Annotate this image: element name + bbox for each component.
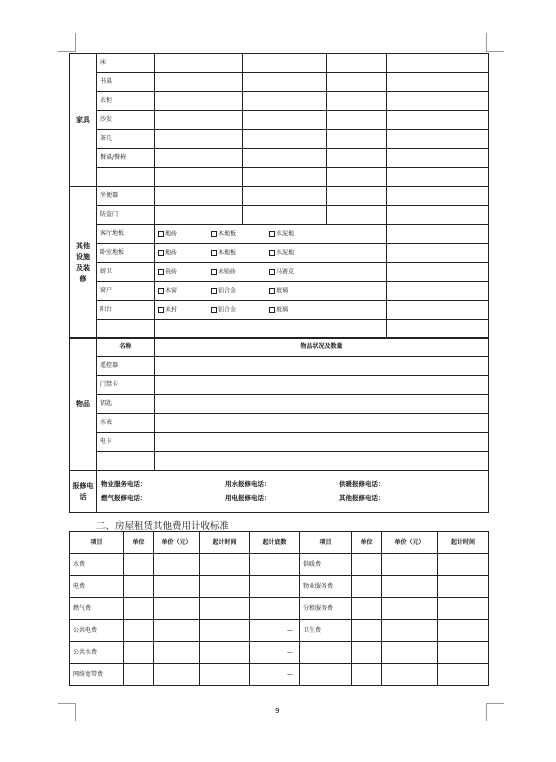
fee-header-cell: 起计时间 <box>200 532 250 554</box>
fee-item-label <box>300 664 352 686</box>
facility-options-cell <box>155 301 387 320</box>
checkbox-label: 未封 <box>165 306 178 314</box>
inventory-table <box>69 53 489 339</box>
facility-cell <box>387 320 489 339</box>
fee-row <box>70 664 300 686</box>
facility-options-cell <box>155 244 387 263</box>
furniture-cell <box>327 54 387 73</box>
checkbox-label: 木地板 <box>218 230 237 238</box>
furniture-row <box>70 111 489 130</box>
fee-cell <box>438 554 489 576</box>
checkbox-option[interactable] <box>211 269 266 276</box>
furniture-cell <box>155 54 243 73</box>
furniture-cell <box>155 149 243 168</box>
fee-cell <box>438 598 489 620</box>
goods-row <box>70 395 489 414</box>
fee-cell <box>352 576 382 598</box>
goods-item-label: 门禁卡 <box>97 376 155 395</box>
goods-status-cell <box>155 395 489 414</box>
fee-row <box>70 620 300 642</box>
fee-item-label: 水费 <box>70 554 124 576</box>
fee-cell <box>438 664 489 686</box>
facility-row <box>70 263 489 282</box>
fee-cell <box>382 642 438 664</box>
checkbox-label: 木窗 <box>165 287 178 295</box>
furniture-cell <box>327 149 387 168</box>
checkbox-option[interactable] <box>211 231 266 238</box>
facility-options-cell <box>155 263 387 282</box>
fee-row <box>300 576 489 598</box>
facility-cell <box>387 301 489 320</box>
fee-cell <box>382 576 438 598</box>
checkbox-option[interactable] <box>269 231 329 238</box>
checkbox-option[interactable] <box>158 288 208 295</box>
furniture-cell <box>387 149 489 168</box>
facility-cell <box>387 225 489 244</box>
fee-cell <box>124 664 154 686</box>
fee-cell <box>154 598 200 620</box>
crop-mark-top-left-h <box>58 51 76 52</box>
furniture-cell <box>327 168 387 187</box>
facility-cell <box>243 206 327 225</box>
furniture-item-label <box>97 168 155 187</box>
goods-table <box>69 337 489 471</box>
facility-cell <box>327 206 387 225</box>
fee-item-label: 燃气费 <box>70 598 124 620</box>
facility-row <box>70 282 489 301</box>
fee-item-label: 电费 <box>70 576 124 598</box>
fee-base-cell <box>250 554 300 576</box>
checkbox-label: 地砖 <box>165 230 178 238</box>
furniture-cell <box>155 92 243 111</box>
water-phone-label: 用水报修电话： <box>225 480 271 489</box>
furniture-cell <box>155 111 243 130</box>
furniture-cell <box>387 130 489 149</box>
fee-row <box>70 554 300 576</box>
page-number: 9 <box>275 707 280 715</box>
fee-item-label: 物业服务费 <box>300 576 352 598</box>
checkbox-icon[interactable] <box>158 250 164 256</box>
furniture-cell <box>327 92 387 111</box>
power-phone-label: 用电报修电话： <box>225 494 271 503</box>
goods-status-cell <box>155 357 489 376</box>
checkbox-icon[interactable] <box>158 307 164 313</box>
checkbox-option[interactable] <box>158 250 208 257</box>
heating-phone-label: 供暖报修电话： <box>339 480 385 489</box>
furniture-item-label: 床 <box>97 54 155 73</box>
furniture-row <box>70 149 489 168</box>
fee-cell <box>124 576 154 598</box>
fee-row <box>300 620 489 642</box>
checkbox-icon[interactable] <box>211 288 217 294</box>
checkbox-option[interactable] <box>158 231 208 238</box>
furniture-cell <box>155 73 243 92</box>
checkbox-label: 水泥地 <box>276 230 295 238</box>
furniture-cell <box>387 54 489 73</box>
furniture-cell <box>327 73 387 92</box>
goods-item-label: 钥匙 <box>97 395 155 414</box>
goods-row <box>70 433 489 452</box>
checkbox-icon[interactable] <box>158 231 164 237</box>
furniture-cell <box>387 111 489 130</box>
section-2-title: 二、房屋租赁其他费用计收标准 <box>96 521 230 532</box>
repair-category: 报修电话 <box>70 471 97 513</box>
crop-mark-top-right <box>486 33 487 51</box>
furniture-cell <box>243 130 327 149</box>
furniture-cell <box>243 149 327 168</box>
facility-cell <box>387 187 489 206</box>
goods-row <box>70 452 489 471</box>
fee-base-cell <box>250 576 300 598</box>
fee-item-label: 公共水费 <box>70 642 124 664</box>
goods-row <box>70 414 489 433</box>
property-phone-label: 物业服务电话： <box>101 480 147 489</box>
checkbox-label: 玻璃 <box>276 306 289 314</box>
facility-options-cell <box>155 225 387 244</box>
fee-cell <box>154 620 200 642</box>
goods-item-label <box>97 452 155 471</box>
furniture-cell <box>243 92 327 111</box>
checkbox-label: 玻璃 <box>276 287 289 295</box>
fee-header-cell: 起计底数 <box>250 532 300 554</box>
facility-cell <box>155 206 243 225</box>
fee-cell <box>352 598 382 620</box>
facility-cell <box>327 187 387 206</box>
fee-cell <box>124 620 154 642</box>
furniture-item-label: 餐桌/餐椅 <box>97 149 155 168</box>
fee-header-row <box>300 532 489 554</box>
fee-cell <box>124 642 154 664</box>
fee-row <box>300 554 489 576</box>
goods-item-label: 电卡 <box>97 433 155 452</box>
fee-header-cell: 单位 <box>352 532 382 554</box>
furniture-cell <box>387 168 489 187</box>
facility-row <box>70 225 489 244</box>
facility-cell <box>243 187 327 206</box>
facility-row <box>70 187 489 206</box>
repair-phone-table <box>69 470 489 513</box>
fee-table-right <box>299 531 489 686</box>
fee-cell <box>200 620 250 642</box>
facility-row <box>70 206 489 225</box>
fee-cell <box>124 554 154 576</box>
facility-options-cell <box>155 282 387 301</box>
fee-row <box>300 598 489 620</box>
checkbox-label: 地砖 <box>165 249 178 257</box>
fee-cell <box>438 620 489 642</box>
fee-cell <box>352 554 382 576</box>
goods-name-header: 名称 <box>97 338 155 357</box>
facility-item-label: 阳台 <box>97 301 155 320</box>
fee-base-cell: — <box>250 620 300 642</box>
checkbox-icon[interactable] <box>269 269 275 275</box>
furniture-row <box>70 130 489 149</box>
fee-header-cell: 单位 <box>124 532 154 554</box>
checkbox-option[interactable] <box>269 250 329 257</box>
furniture-row <box>70 73 489 92</box>
facility-cell <box>387 206 489 225</box>
fee-row <box>70 642 300 664</box>
checkbox-label: 瓷砖 <box>165 268 178 276</box>
fee-cell <box>352 620 382 642</box>
goods-status-cell <box>155 376 489 395</box>
fee-cell <box>382 620 438 642</box>
fee-row <box>70 576 300 598</box>
fee-cell <box>200 598 250 620</box>
furniture-cell <box>387 92 489 111</box>
crop-mark-bottom-left-v <box>75 703 76 721</box>
crop-mark-bottom-left <box>58 703 76 704</box>
fee-cell <box>200 554 250 576</box>
furniture-row <box>70 54 489 73</box>
fee-cell <box>382 598 438 620</box>
fee-row <box>70 598 300 620</box>
fee-item-label: 供暖费 <box>300 554 352 576</box>
goods-item-label: 水表 <box>97 414 155 433</box>
goods-row <box>70 357 489 376</box>
facility-row <box>70 301 489 320</box>
furniture-row <box>70 92 489 111</box>
goods-row <box>70 376 489 395</box>
checkbox-label: 水泥地 <box>276 249 295 257</box>
goods-status-header: 物品状况及数量 <box>155 338 489 357</box>
fee-cell <box>154 664 200 686</box>
fee-cell <box>438 642 489 664</box>
facility-cell <box>155 320 387 339</box>
checkbox-option[interactable] <box>211 307 266 314</box>
fee-row <box>300 642 489 664</box>
goods-status-cell <box>155 414 489 433</box>
furniture-cell <box>243 111 327 130</box>
facility-cell <box>387 282 489 301</box>
furniture-category: 家具 <box>70 54 97 187</box>
crop-mark-bottom-right-v <box>486 703 487 721</box>
fee-header-cell: 项目 <box>70 532 124 554</box>
furniture-item-label: 衣柜 <box>97 92 155 111</box>
checkbox-icon[interactable] <box>211 231 217 237</box>
furniture-item-label: 沙发 <box>97 111 155 130</box>
crop-mark-bottom-right <box>486 703 504 704</box>
fee-base-cell: — <box>250 642 300 664</box>
checkbox-icon[interactable] <box>211 269 217 275</box>
facility-item-label <box>97 320 155 339</box>
facility-cell <box>387 244 489 263</box>
fee-cell <box>124 598 154 620</box>
checkbox-label: 铝合金 <box>218 306 237 314</box>
facility-item-label: 坐便器 <box>97 187 155 206</box>
crop-mark-top-right-h <box>486 51 504 52</box>
facility-row <box>70 320 489 339</box>
fee-header-cell: 单价（元） <box>154 532 200 554</box>
fee-cell <box>200 664 250 686</box>
furniture-cell <box>155 168 243 187</box>
checkbox-icon[interactable] <box>211 307 217 313</box>
facility-cell <box>387 263 489 282</box>
checkbox-label: 马赛克 <box>276 268 295 276</box>
furniture-cell <box>243 168 327 187</box>
checkbox-option[interactable] <box>211 288 266 295</box>
checkbox-option[interactable] <box>269 307 329 314</box>
facility-item-label: 窗户 <box>97 282 155 301</box>
furniture-cell <box>327 111 387 130</box>
checkbox-option[interactable] <box>211 250 266 257</box>
checkbox-icon[interactable] <box>269 307 275 313</box>
checkbox-option[interactable] <box>269 269 329 276</box>
furniture-cell <box>387 73 489 92</box>
checkbox-icon[interactable] <box>269 231 275 237</box>
fee-cell <box>154 642 200 664</box>
goods-status-cell <box>155 452 489 471</box>
facility-cell <box>155 187 243 206</box>
repair-phone-cell <box>97 471 489 513</box>
fee-item-label: 网络宽带费 <box>70 664 124 686</box>
fee-cell <box>200 642 250 664</box>
fee-base-cell: — <box>250 664 300 686</box>
furniture-cell <box>327 130 387 149</box>
facility-row <box>70 244 489 263</box>
fee-item-label: 公共电费 <box>70 620 124 642</box>
furniture-item-label: 茶几 <box>97 130 155 149</box>
crop-mark-top-left <box>75 33 76 51</box>
facility-item-label: 防盗门 <box>97 206 155 225</box>
fee-cell <box>382 664 438 686</box>
fee-item-label: 卫生费 <box>300 620 352 642</box>
other-phone-label: 其他报修电话： <box>339 494 385 503</box>
checkbox-label: 木地板 <box>218 249 237 257</box>
gas-phone-label: 燃气报修电话： <box>101 494 147 503</box>
fee-cell <box>352 642 382 664</box>
goods-category: 物品 <box>70 338 97 471</box>
fee-header-cell: 起计时间 <box>438 532 489 554</box>
checkbox-label: 未贴砖 <box>218 268 237 276</box>
fee-table-left <box>69 531 300 686</box>
checkbox-icon[interactable] <box>158 269 164 275</box>
fee-item-label: 分租服务费 <box>300 598 352 620</box>
fee-row <box>300 664 489 686</box>
goods-item-label: 遥控器 <box>97 357 155 376</box>
fee-cell <box>200 576 250 598</box>
furniture-cell <box>243 73 327 92</box>
checkbox-icon[interactable] <box>269 288 275 294</box>
goods-header-row <box>70 338 489 357</box>
furniture-item-label: 书桌 <box>97 73 155 92</box>
furniture-row <box>70 168 489 187</box>
fee-header-cell: 项目 <box>300 532 352 554</box>
fee-cell <box>438 576 489 598</box>
fee-item-label <box>300 642 352 664</box>
facility-item-label: 客厅地板 <box>97 225 155 244</box>
fee-base-cell <box>250 598 300 620</box>
checkbox-icon[interactable] <box>211 250 217 256</box>
checkbox-option[interactable] <box>158 307 208 314</box>
checkbox-icon[interactable] <box>269 250 275 256</box>
fee-cell <box>154 576 200 598</box>
goods-status-cell <box>155 433 489 452</box>
facility-category: 其他设施及装修 <box>70 187 97 339</box>
fee-cell <box>382 554 438 576</box>
checkbox-label: 铝合金 <box>218 287 237 295</box>
furniture-cell <box>155 130 243 149</box>
fee-header-cell: 单价（元） <box>382 532 438 554</box>
fee-cell <box>154 554 200 576</box>
furniture-cell <box>243 54 327 73</box>
checkbox-option[interactable] <box>158 269 208 276</box>
fee-cell <box>352 664 382 686</box>
checkbox-icon[interactable] <box>158 288 164 294</box>
checkbox-option[interactable] <box>269 288 329 295</box>
facility-item-label: 卧室地板 <box>97 244 155 263</box>
facility-item-label: 厨卫 <box>97 263 155 282</box>
fee-header-row <box>70 532 300 554</box>
